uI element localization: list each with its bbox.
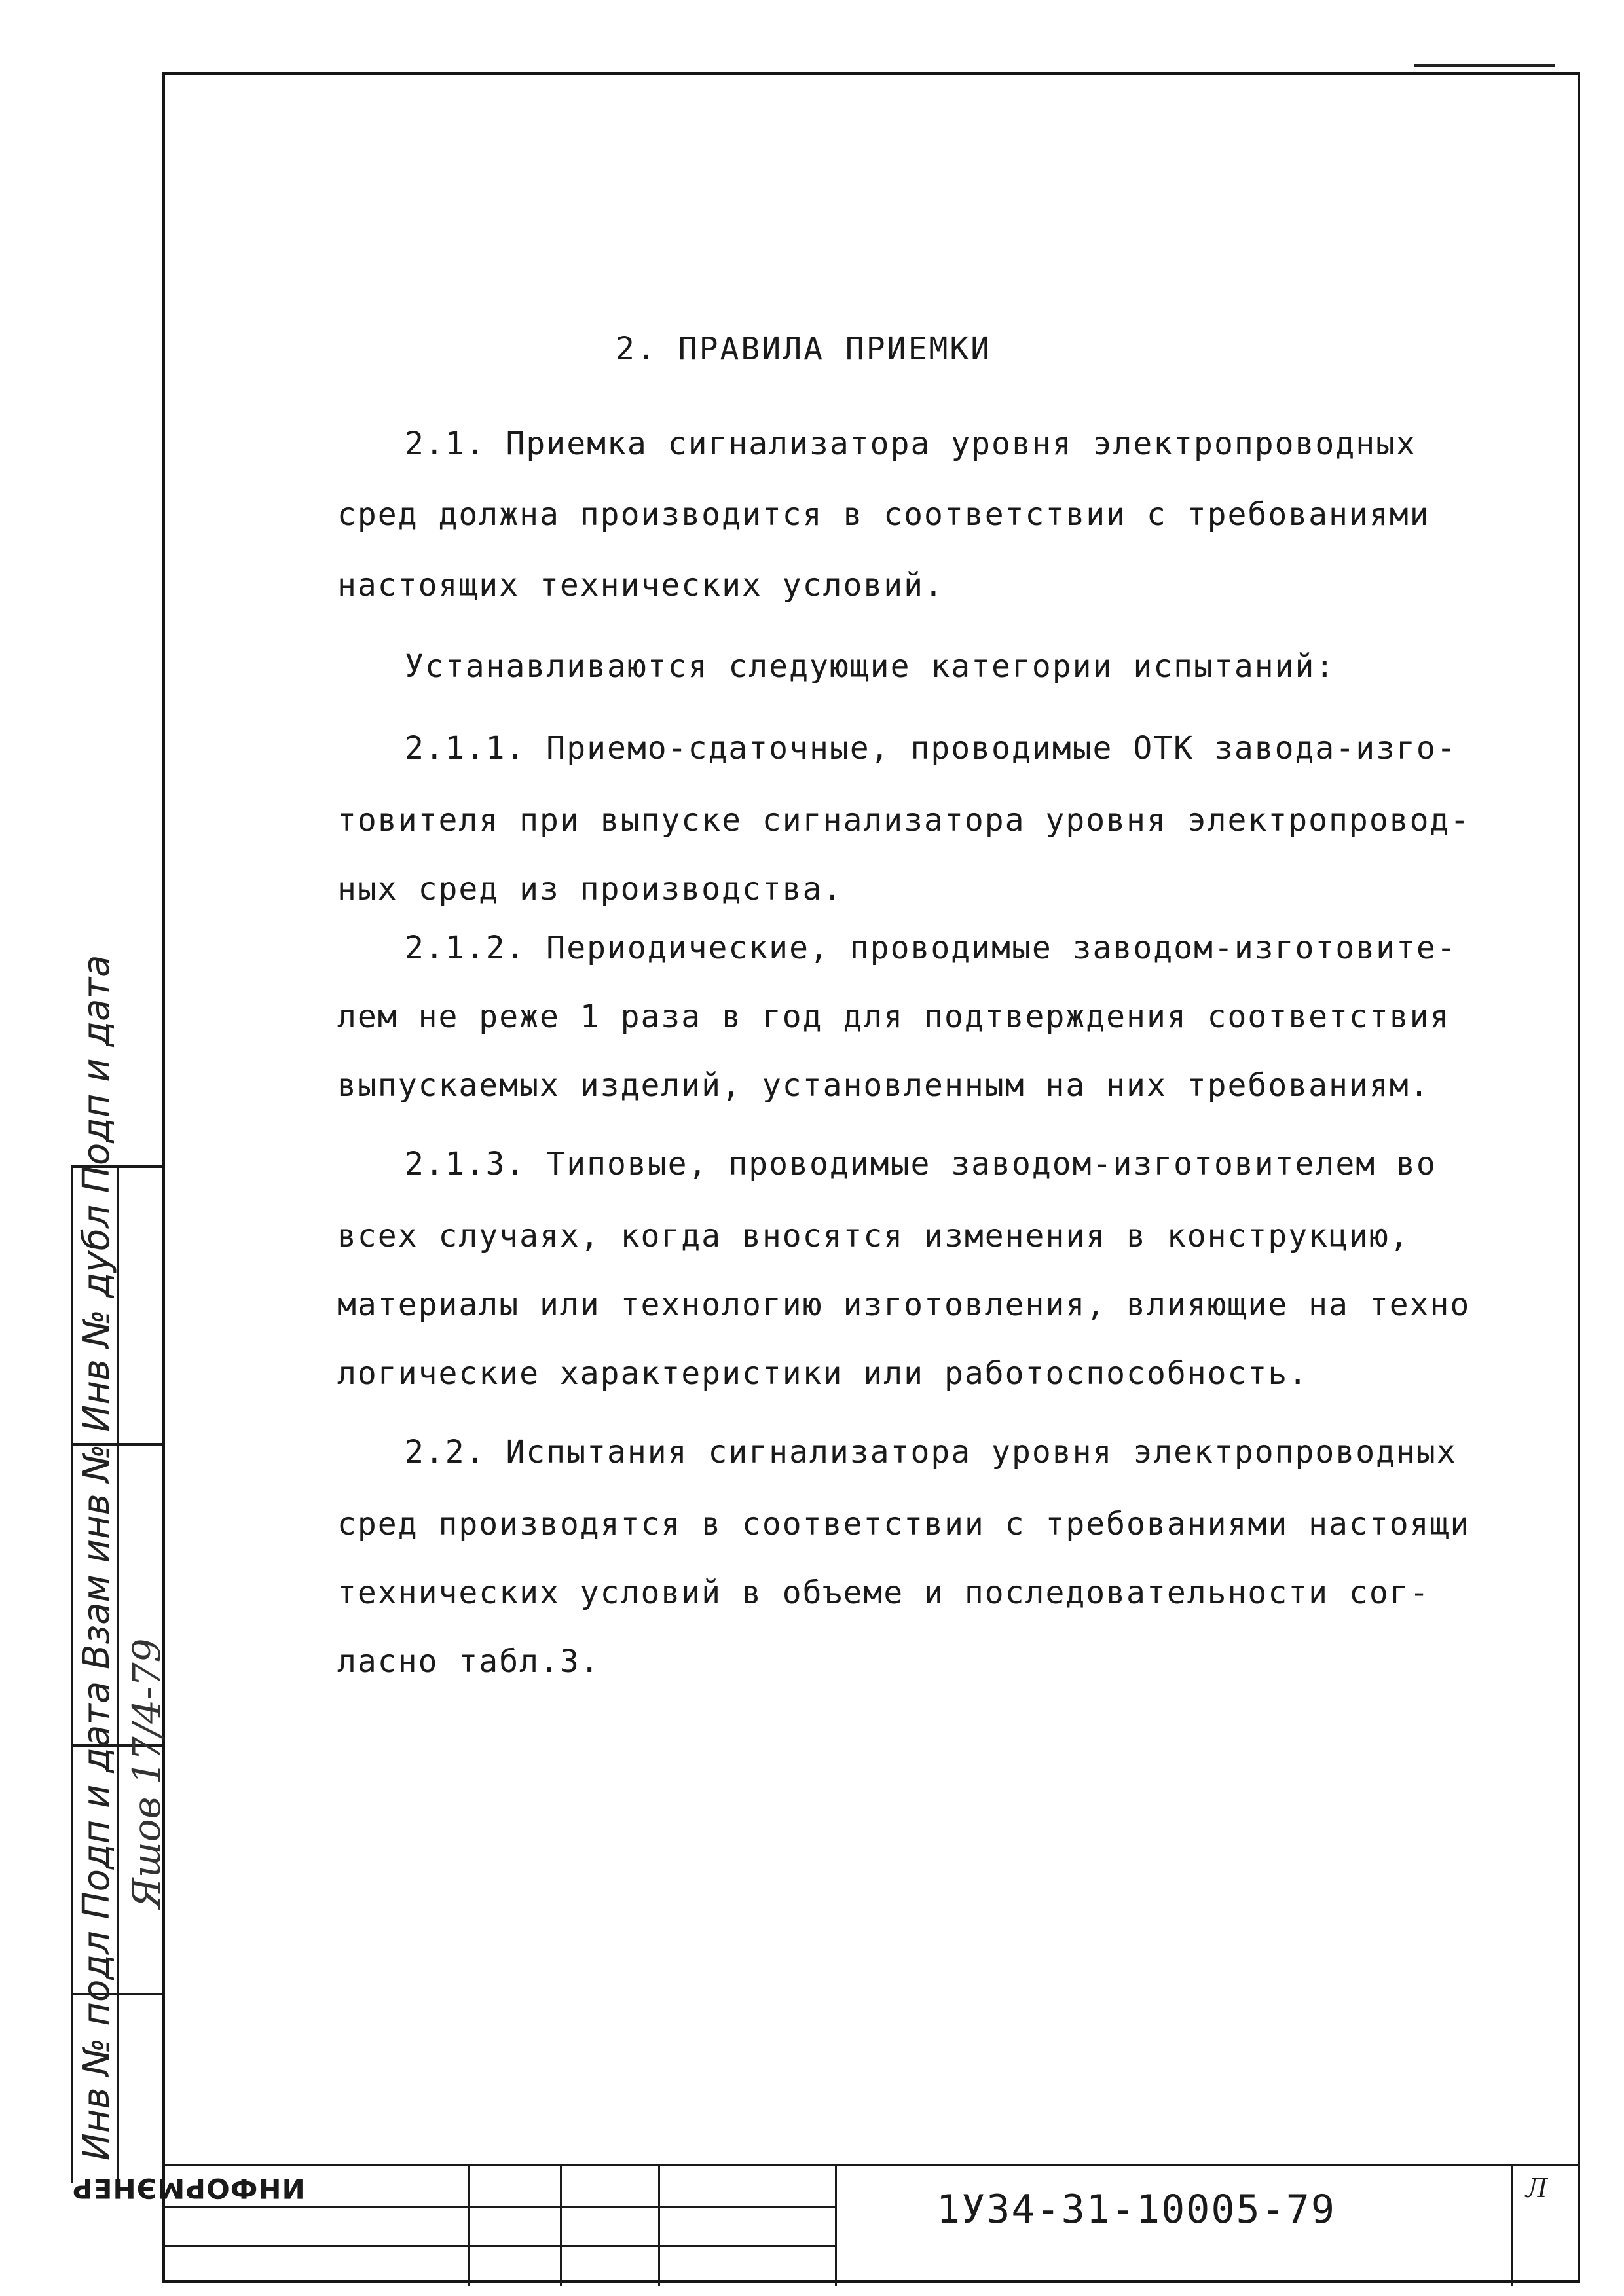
side-stamp-label: Инв № подл Подп и дата Взам инв № Инв № дубл Подп и дата — [75, 955, 118, 2160]
title-row-line — [162, 2245, 837, 2247]
title-cell — [562, 2166, 660, 2286]
text-line: выпускаемых изделий, установленным на них требованиям. — [337, 1067, 1430, 1104]
text-line: сред должна производится в соответствии с требованиями — [337, 496, 1430, 533]
text-line: 2.2. Испытания сигнализатора уровня электропроводных — [405, 1434, 1457, 1470]
title-cell — [470, 2166, 562, 2286]
text-line: лем не реже 1 раза в год для подтверждения соответствия — [337, 998, 1450, 1035]
signature: Яшов 17/4-79 — [124, 1638, 169, 1908]
text-line: ласно табл.3. — [337, 1643, 600, 1680]
text-line: настоящих технических условий. — [337, 567, 944, 604]
sheet-number: Л — [1526, 2174, 1548, 2204]
text-line: 2.1. Приемка сигнализатора уровня электропроводных — [405, 426, 1416, 462]
archive-stamp: ИНФОРМЭНЕР — [72, 2172, 305, 2204]
text-line: Устанавливаются следующие категории испытаний: — [405, 648, 1336, 685]
title-cell — [1511, 2166, 1513, 2286]
title-cell — [660, 2166, 837, 2286]
section-heading: 2. ПРАВИЛА ПРИЕМКИ — [616, 331, 992, 367]
text-line: ных сред из производства. — [337, 871, 843, 907]
text-line: логические характеристики или работоспособность. — [337, 1355, 1309, 1392]
title-block — [162, 2164, 1580, 2283]
text-line: товителя при выпуске сигнализатора уровня электропровод- — [337, 802, 1471, 839]
text-line: технических условий в объеме и последовательности сог- — [337, 1575, 1430, 1611]
document-code: 1У34-31-10005-79 — [936, 2187, 1336, 2232]
text-line: 2.1.2. Периодические, проводимые заводом-изготовите- — [405, 930, 1457, 966]
text-line: 2.1.3. Типовые, проводимые заводом-изготовителем во — [405, 1146, 1437, 1182]
frame-top-stroke — [1414, 64, 1555, 67]
text-line: 2.1.1. Приемо-сдаточные, проводимые ОТК завода-изго- — [405, 730, 1457, 767]
text-line: сред производятся в соответствии с требованиями настоящи — [337, 1506, 1471, 1542]
text-line: материалы или технологию изготовления, влияющие на техно — [337, 1286, 1471, 1323]
title-row-line — [162, 2206, 837, 2208]
text-line: всех случаях, когда вносятся изменения в конструкцию, — [337, 1218, 1410, 1254]
